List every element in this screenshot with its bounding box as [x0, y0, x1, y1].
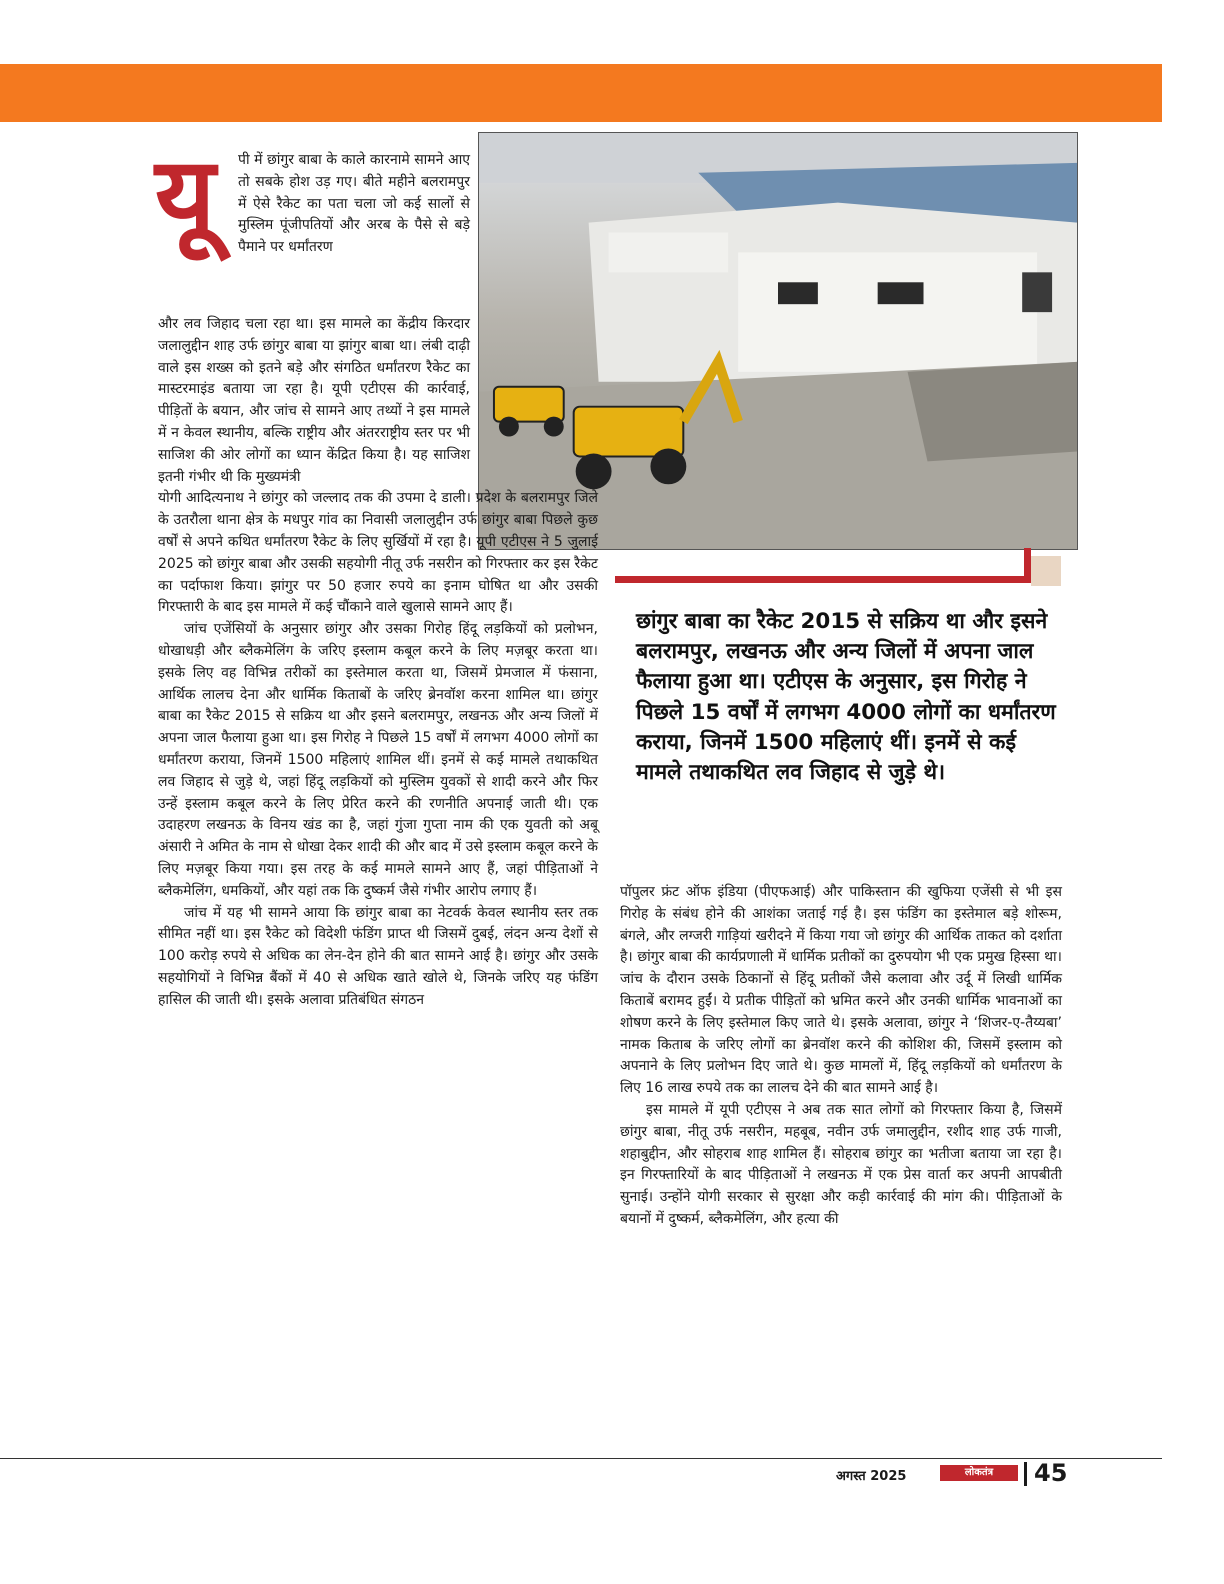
- accent-bar-horizontal: [615, 576, 1049, 583]
- accent-box: [1031, 556, 1061, 586]
- top-orange-band: [0, 64, 1162, 122]
- right-column: [620, 882, 1062, 1231]
- right-paragraph: पॉपुलर फ्रंट ऑफ इंडिया (पीएफआई) और पाकिस्तान की खुफिया एजेंसी से भी इस गिरोह के संबंध होने की आशंका जताई गई है। इस फंडिंग का इस्तेमाल बड़े शोरूम, बंगले, और लग्जरी गाड़ियां खरीदने में किया गया जो छांगुर की आर्थिक ताकत को दर्शाता है। छांगुर बाबा की कार्यप्रणाली में धार्मिक प्रतीकों का दुरुपयोग भी एक प्रमुख हिस्सा था। जांच के दौरान उसके ठिकानों से हिंदू प्रतीकों जैसे कलावा और उर्दू में लिखी धार्मिक किताबें बरामद हुईं। ये प्रतीक पीड़ितों को भ्रमित करने और उनकी धार्मिक भावनाओं का शोषण करने के लिए इस्तेमाल किए जाते थे। इसके अलावा, छांगुर ने ‘शिजर-ए-तैय्यबा’ नामक किताब के जरिए लोगों का ब्रेनवॉश करने की कोशिश की, जिसमें इस्लाम को अपनाने के लिए प्रलोभन दिए जाते थे। कुछ मामलों में, हिंदू लड़कियों को धर्मांतरण के लिए 16 लाख रुपये तक का लालच देने की बात सामने आई है।: [620, 884, 1062, 1097]
- footer-separator: [1024, 1462, 1027, 1486]
- intro-text: [238, 150, 470, 259]
- pull-quote: छांगुर बाबा का रैकेट 2015 से सक्रिय था और इसने बलरामपुर, लखनऊ और अन्य जिलों में अपना जाल फैलाया हुआ था। एटीएस के अनुसार, इस गिरोह ने पिछले 15 वर्षों में लगभग 4000 लोगों का धर्मांतरण कराया, जिनमें 1500 महिलाएं थीं। इनमें से कई मामले तथाकथित लव जिहाद से जुड़े थे।: [636, 609, 1056, 786]
- right-paragraph: इस मामले में यूपी एटीएस ने अब तक सात लोगों को गिरफ्तार किया है, जिसमें छांगुर बाबा, नीतू उर्फ नसरीन, महबूब, नवीन उर्फ जमालुद्दीन, रशीद शाह उर्फ गाजी, शहाबुद्दीन, और सोहराब शाह शामिल हैं। सोहराब छांगुर का भतीजा बताया जा रहा है। इन गिरफ्तारियों के बाद पीड़िताओं ने लखनऊ में एक प्रेस वार्ता कर अपनी आपबीती सुनाई। उन्होंने योगी सरकार से सुरक्षा और कड़ी कार्रवाई की मांग की। पीड़िताओं के बयानों में दुष्कर्म, ब्लैकमेलिंग, और हत्या की: [620, 1101, 1062, 1227]
- page-number: 45: [1034, 1459, 1068, 1487]
- left-paragraph: जांच में यह भी सामने आया कि छांगुर बाबा का नेटवर्क केवल स्थानीय स्तर तक सीमित नहीं था। इस रैकेट को विदेशी फंडिंग प्राप्त थी जिसमें दुबई, लंदन अन्य देशों से 100 करोड़ रुपये से अधिक का लेन-देन होने की बात सामने आई है। छांगुर और उसके सहयोगियों ने विभिन्न बैंकों में 40 से अधिक खाते खोले थे, जिनके जरिए यह फंडिंग हासिल की जाती थी। इसके अलावा प्रतिबंधित संगठन: [158, 904, 598, 1008]
- magazine-logo: लोकतंत्र: [940, 1465, 1018, 1481]
- left-paragraph: योगी आदित्यनाथ ने छांगुर को जल्लाद तक की उपमा दे डाली। प्रदेश के बलरामपुर जिले के उतरौला थाना क्षेत्र के मधपुर गांव का निवासी जलालुद्दीन उर्फ छांगुर बाबा पिछले कुछ वर्षों से अपने कथित धर्मांतरण रैकेट के लिए सुर्खियों में रहा है। यूपी एटीएस ने 5 जुलाई 2025 को छांगुर बाबा और उसकी सहयोगी नीतू उर्फ नसरीन को गिरफ्तार कर इस रैकेट का पर्दाफाश किया। झांगुर पर 50 हजार रुपये का इनाम घोषित था और उसकी गिरफ्तारी के बाद इस मामले में कई चौंकाने वाले खुलासे सामने आए हैं।: [158, 490, 598, 616]
- drop-cap: यू: [155, 134, 216, 256]
- footer-rule: [0, 1458, 1162, 1459]
- left-paragraph: जांच एजेंसियों के अनुसार छांगुर और उसका गिरोह हिंदू लड़कियों को प्रलोभन, धोखाधड़ी और ब्लैकमेलिंग के जरिए इस्लाम कबूल करने के लिए मज़बूर करता था। इसके लिए वह विभिन्न तरीकों का इस्तेमाल करता था, जिसमें प्रेमजाल में फंसाना, आर्थिक लालच देना और धार्मिक किताबों के जरिए ब्रेनवॉश करना शामिल था। छांगुर बाबा का रैकेट 2015 से सक्रिय था और इसने बलरामपुर, लखनऊ और अन्य जिलों में अपना जाल फैलाया हुआ था। इस गिरोह ने पिछले 15 वर्षों में लगभग 4000 लोगों का धर्मांतरण कराया, जिनमें 1500 महिलाएं शामिल थीं। इनमें से कई मामले तथाकथित लव जिहाद से जुड़े थे, जहां हिंदू लड़कियों को मुस्लिम युवकों से शादी करने और फिर उन्हें इस्लाम कबूल करने के लिए प्रेरित करने की रणनीति अपनाई जाती थी। एक उदाहरण लखनऊ के विनय खंड का है, जहां गुंजा गुप्ता नाम की एक युवती को अबू अंसारी ने अमित के नाम से धोखा देकर शादी की और बाद में उसे इस्लाम कबूल करने के लिए मज़बूर किया गया। इस तरह के कई मामले सामने आए हैं, जहां पीड़िताओं ने ब्लैकमेलिंग, धमकियों, और यहां तक कि दुष्कर्म जैसे गंभीर आरोप लगाए हैं।: [158, 621, 598, 899]
- footer-date: अगस्त 2025: [836, 1469, 907, 1484]
- intro-paragraph: पी में छांगुर बाबा के काले कारनामे सामने आए तो सबके होश उड़ गए। बीते महीने बलरामपुर में ऐसे रैकेट का पता चला जो कई सालों से मुस्लिम पूंजीपतियों और अरब के पैसे से बड़े पैमाने पर धर्मांतरण: [238, 152, 470, 256]
- left-column: [158, 314, 598, 1012]
- left-paragraph: और लव जिहाद चला रहा था। इस मामले का केंद्रीय किरदार जलालुद्दीन शाह उर्फ छांगुर बाबा या झांगुर बाबा था। लंबी दाढ़ी वाले इस शख्स को इतने बड़े और संगठित धर्मांतरण रैकेट का मास्टरमाइंड बताया जा रहा है। यूपी एटीएस की कार्रवाई, पीड़ितों के बयान, और जांच से सामने आए तथ्यों ने इस मामले में न केवल स्थानीय, बल्कि राष्ट्रीय और अंतरराष्ट्रीय स्तर पर भी साजिश की ओर लोगों का ध्यान केंद्रित किया है। यह साजिश इतनी गंभीर थी कि मुख्यमंत्री: [158, 316, 470, 485]
